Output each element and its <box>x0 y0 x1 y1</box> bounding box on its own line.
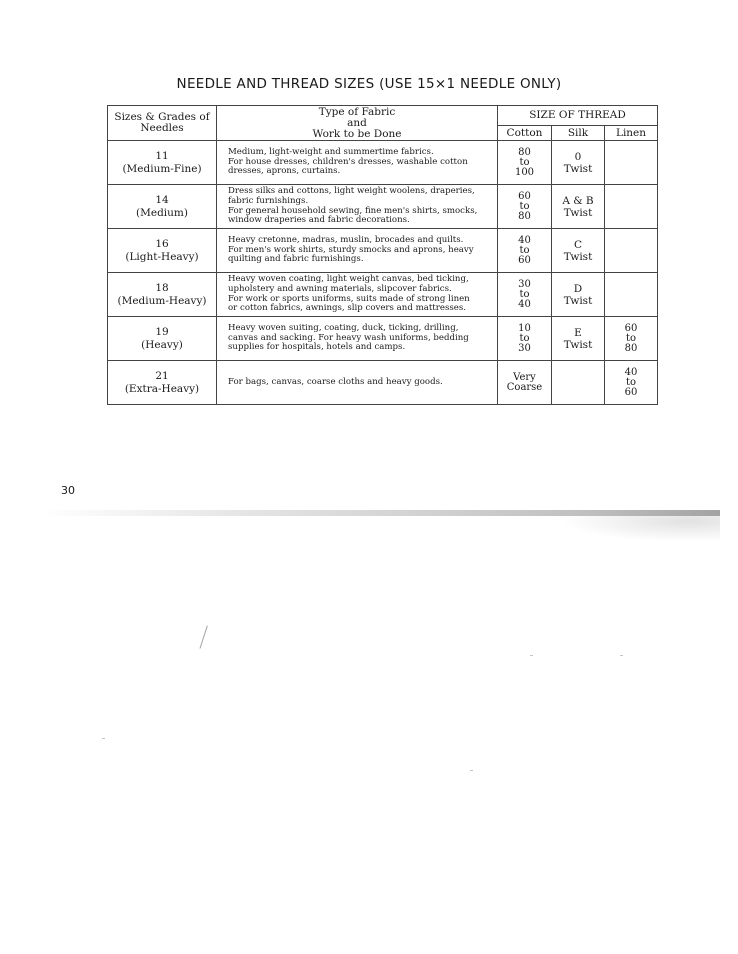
table-row <box>108 229 658 273</box>
fabric-type-line: or cotton fabrics, awnings, slip covers and mattresses. <box>228 303 466 314</box>
silk-thread-cell <box>552 185 605 229</box>
silk-thread-value: A & B <box>562 194 594 207</box>
silk-thread-value: Twist <box>563 338 593 351</box>
header-fabric-type: Type of Fabric and Work to be Done <box>217 106 498 141</box>
cotton-thread-cell <box>498 361 552 405</box>
cotton-thread-value: Coarse <box>506 381 543 393</box>
cotton-thread-value: 80 <box>518 146 531 158</box>
silk-thread-cell <box>552 317 605 361</box>
needle-size-cell <box>108 361 217 405</box>
fabric-type-cell <box>217 361 498 405</box>
header-cotton: Cotton <box>498 126 552 141</box>
needle-size-cell <box>108 229 217 273</box>
silk-thread-value: Twist <box>563 162 593 175</box>
fabric-type-line: canvas and sacking. For heavy wash uniforms, bedding <box>228 332 469 343</box>
silk-thread-cell <box>552 141 605 185</box>
fabric-type-line: For work or sports uniforms, suits made of strong linen <box>228 293 470 304</box>
table-row <box>108 185 658 229</box>
fabric-type-line: For bags, canvas, coarse cloths and heavy goods. <box>228 376 443 387</box>
needle-grade: (Heavy) <box>141 338 183 351</box>
fabric-type-cell <box>217 273 498 317</box>
needle-grade: (Medium-Heavy) <box>117 294 207 307</box>
cotton-thread-cell <box>498 317 552 361</box>
needle-size: 16 <box>155 237 169 250</box>
silk-thread-cell <box>552 361 605 405</box>
fabric-type-cell <box>217 229 498 273</box>
cotton-thread-value: 80 <box>518 210 531 222</box>
linen-thread-cell <box>605 361 658 405</box>
header-size-grade: Sizes & Grades of Needles <box>108 106 217 141</box>
silk-thread-cell <box>552 273 605 317</box>
needle-grade: (Medium-Fine) <box>122 162 202 175</box>
cotton-thread-cell <box>498 273 552 317</box>
page-title: NEEDLE AND THREAD SIZES (USE 15×1 NEEDLE ONLY) <box>176 76 562 92</box>
scan-speck <box>470 770 473 771</box>
fabric-type-line: window draperies and fabric decorations. <box>228 215 410 226</box>
silk-thread-value: Twist <box>563 294 593 307</box>
cotton-thread-value: 30 <box>518 278 531 290</box>
cotton-thread-cell <box>498 229 552 273</box>
table-row <box>108 317 658 361</box>
fabric-type-line: Heavy woven coating, light weight canvas, bed ticking, <box>228 274 469 285</box>
needle-grade: (Light-Heavy) <box>125 250 199 263</box>
fabric-type-line: Heavy woven suiting, coating, duck, ticking, drilling, <box>228 323 459 334</box>
silk-thread-value: D <box>573 282 583 295</box>
silk-thread-value: Twist <box>563 250 593 263</box>
table-row <box>108 141 658 185</box>
fabric-type-cell <box>217 317 498 361</box>
needle-size: 14 <box>155 193 169 206</box>
cotton-thread-value: 100 <box>514 166 535 178</box>
table-row <box>108 361 658 405</box>
header-thread-size: SIZE OF THREAD <box>498 106 658 126</box>
linen-thread-value: 60 <box>624 322 638 334</box>
fabric-type-line: Heavy cretonne, madras, muslin, brocades and quilts. <box>228 235 464 246</box>
header-silk: Silk <box>552 126 605 141</box>
silk-thread-value: 0 <box>574 150 582 163</box>
linen-thread-value: 40 <box>624 366 638 378</box>
cotton-thread-value: to <box>519 244 530 256</box>
needle-size: 11 <box>155 149 169 162</box>
cotton-thread-value: to <box>519 288 530 300</box>
fabric-type-cell <box>217 141 498 185</box>
needle-size-cell <box>108 273 217 317</box>
scan-speck <box>102 738 105 739</box>
fabric-type-line: For general household sewing, fine men's shirts, smocks, <box>228 205 478 216</box>
fabric-type-line: For men's work shirts, sturdy smocks and aprons, heavy <box>228 244 474 255</box>
fabric-type-line: dresses, aprons, curtains. <box>228 166 341 177</box>
cotton-thread-value: to <box>519 200 530 212</box>
fabric-type-line: Medium, light-weight and summertime fabrics. <box>228 147 434 158</box>
scan-speck <box>530 655 533 656</box>
linen-thread-value: 80 <box>624 342 638 354</box>
silk-thread-value: E <box>574 326 582 339</box>
cotton-thread-value: 60 <box>518 190 531 202</box>
needle-grade: (Extra-Heavy) <box>124 382 200 395</box>
scan-pencil-mark <box>199 626 213 651</box>
needle-size: 18 <box>155 281 169 294</box>
linen-thread-value: to <box>625 376 637 388</box>
cotton-thread-value: to <box>519 332 530 344</box>
page-number: 30 <box>61 484 75 497</box>
fabric-type-line: fabric furnishings. <box>228 195 309 206</box>
needle-thread-table <box>107 105 658 405</box>
fabric-type-line: upholstery and awning materials, slipcover fabrics. <box>228 283 452 294</box>
fabric-type-line: quilting and fabric furnishings. <box>228 254 364 265</box>
cotton-thread-value: 40 <box>518 298 531 310</box>
needle-size-cell <box>108 141 217 185</box>
fabric-type-line: supplies for hospitals, hotels and camps. <box>228 342 406 353</box>
needle-size-cell <box>108 317 217 361</box>
needle-grade: (Medium) <box>136 206 188 219</box>
silk-thread-cell <box>552 229 605 273</box>
fabric-type-line: For house dresses, children's dresses, washable cotton <box>228 156 468 167</box>
cotton-thread-cell <box>498 141 552 185</box>
linen-thread-cell <box>605 229 658 273</box>
scan-speck <box>620 655 623 656</box>
scan-shadow-corner <box>560 516 720 542</box>
table-row <box>108 273 658 317</box>
fabric-type-cell <box>217 185 498 229</box>
table-body <box>108 141 658 405</box>
cotton-thread-value: 10 <box>518 322 531 334</box>
fabric-type-line: Dress silks and cottons, light weight woolens, draperies, <box>228 186 475 197</box>
linen-thread-cell <box>605 185 658 229</box>
cotton-thread-value: 30 <box>518 342 531 354</box>
linen-thread-cell <box>605 273 658 317</box>
linen-thread-cell <box>605 317 658 361</box>
cotton-thread-cell <box>498 185 552 229</box>
cotton-thread-value: to <box>519 156 530 168</box>
cotton-thread-value: 40 <box>518 234 531 246</box>
linen-thread-value: 60 <box>624 386 638 398</box>
needle-size: 19 <box>155 325 169 338</box>
header-linen: Linen <box>605 126 658 141</box>
needle-size: 21 <box>155 369 169 382</box>
silk-thread-value: Twist <box>563 206 593 219</box>
linen-thread-value: to <box>625 332 637 344</box>
silk-thread-value: C <box>573 238 583 251</box>
cotton-thread-value: 60 <box>518 254 531 266</box>
linen-thread-cell <box>605 141 658 185</box>
needle-size-cell <box>108 185 217 229</box>
cotton-thread-value: Very <box>513 371 536 383</box>
